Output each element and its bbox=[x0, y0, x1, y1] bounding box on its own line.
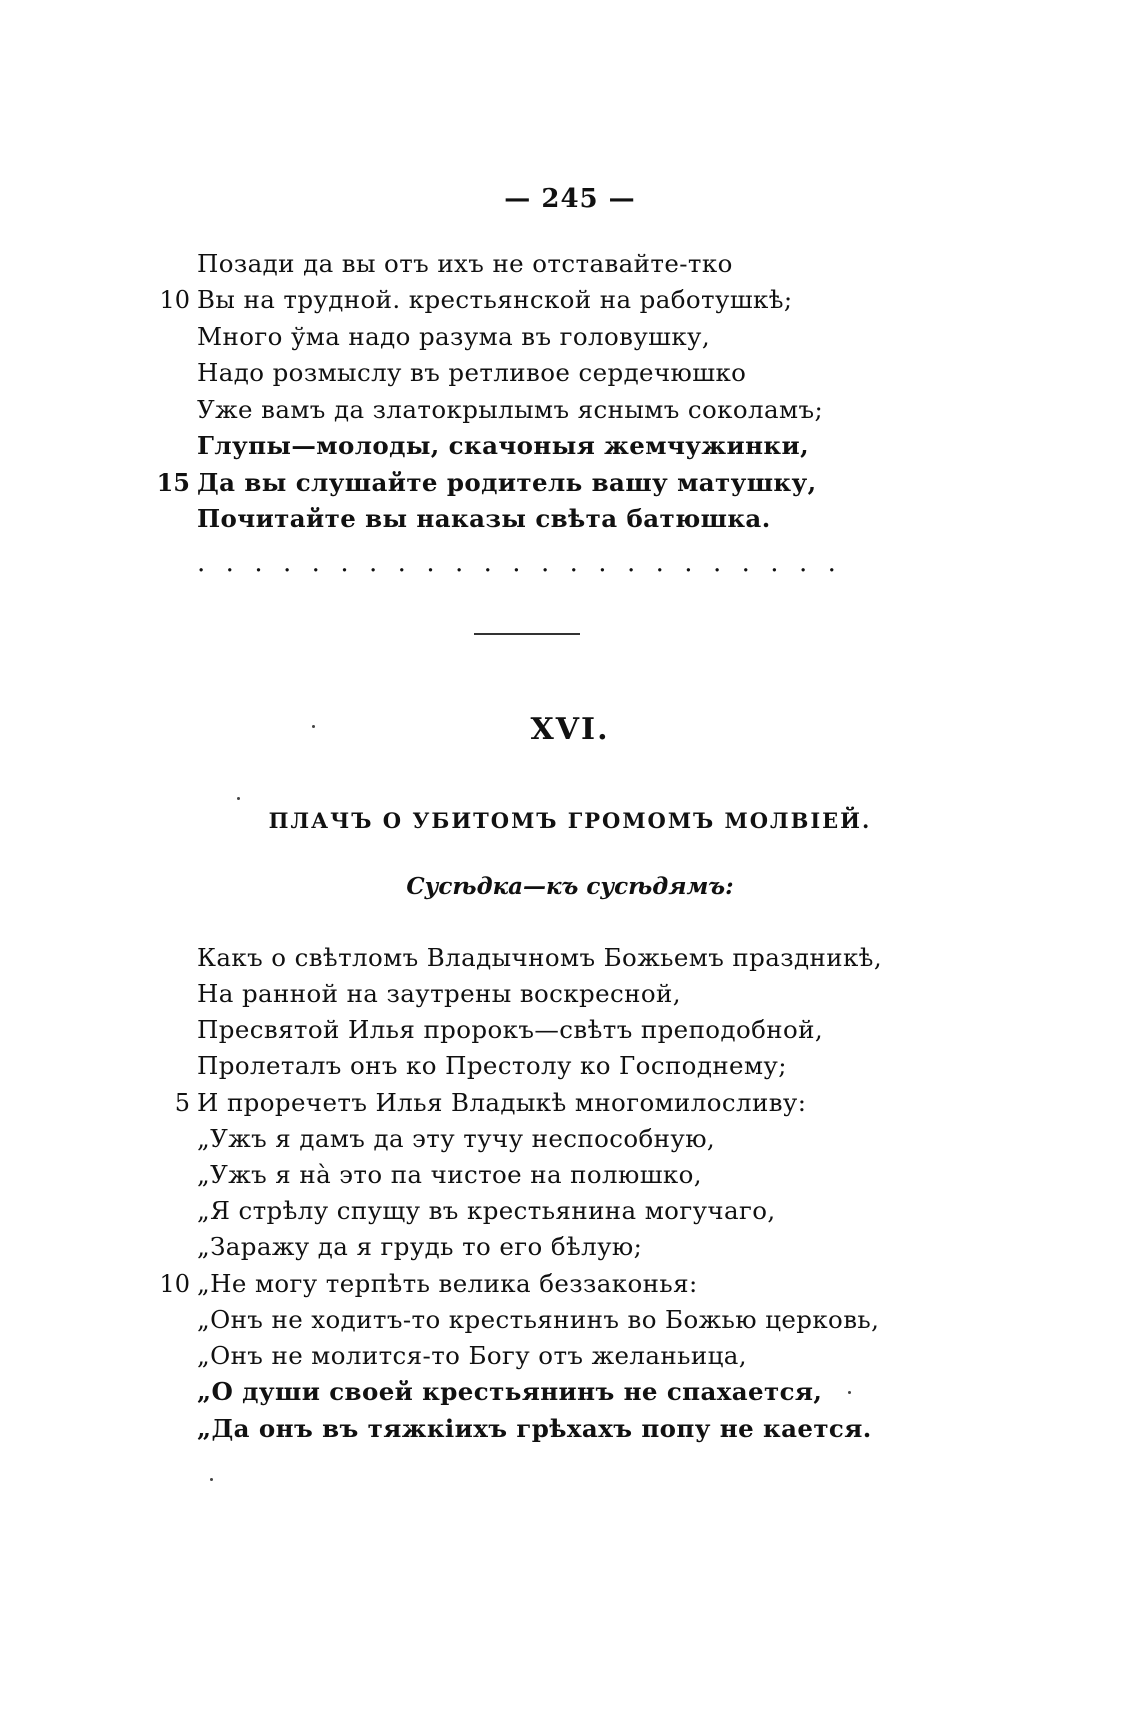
verse-line bbox=[0, 499, 1140, 539]
verse-text: На ранной на заутрены воскресной, bbox=[197, 979, 681, 1008]
verse-line bbox=[0, 1372, 1140, 1412]
section-title: ПЛАЧЪ О УБИТОМЪ ГРОМОМЪ МОЛВІЕЙ. bbox=[268, 808, 872, 833]
verse-line bbox=[0, 1083, 1140, 1123]
verse-text: „Да онъ въ тяжкіихъ грѣхахъ попу не кается. bbox=[197, 1414, 872, 1443]
verse-line bbox=[0, 1119, 1140, 1159]
verse-text: „Не могу терпѣть велика беззаконья: bbox=[197, 1269, 698, 1298]
verse-text: Уже вамъ да златокрылымъ яснымъ соколамъ; bbox=[197, 395, 824, 424]
verse-text: „Онъ не ходитъ-то крестьянинъ во Божью церковь, bbox=[197, 1305, 880, 1334]
verse-text: Почитайте вы наказы свѣта батюшка. bbox=[197, 504, 771, 533]
verse-text: Да вы слушайте родитель вашу матушку, bbox=[197, 468, 817, 497]
verse-text: И проречетъ Илья Владыкѣ многомилосливу: bbox=[197, 1088, 807, 1117]
verse-line bbox=[0, 390, 1140, 430]
verse-line bbox=[0, 1409, 1140, 1449]
line-number: 5 bbox=[174, 1089, 190, 1117]
verse-line bbox=[0, 426, 1140, 466]
verse-text: Много ўма надо разума въ головушку, bbox=[197, 322, 711, 351]
print-speck bbox=[237, 797, 240, 800]
verse-text: „Я стрѣлу спущу въ крестьянина могучаго, bbox=[197, 1196, 776, 1225]
page-number: — 245 — bbox=[504, 184, 636, 214]
verse-text: „Заражу да я грудь то его бѣлую; bbox=[197, 1232, 643, 1261]
verse-line bbox=[0, 1046, 1140, 1086]
verse-text: Надо розмыслу въ ретливое сердечюшко bbox=[197, 358, 747, 387]
verse-line bbox=[0, 1155, 1140, 1195]
verse-line bbox=[0, 1010, 1140, 1050]
section-numeral: XVI. bbox=[530, 712, 610, 747]
verse-text: „Ужъ я дамъ да эту тучу неспособную, bbox=[197, 1124, 716, 1153]
verse-text: Глупы—молоды, скачоныя жемчужинки, bbox=[197, 431, 809, 460]
ellipsis-row: ....................... bbox=[197, 548, 857, 578]
verse-line bbox=[0, 938, 1140, 978]
verse-text: „О души своей крестьянинъ не спахается, bbox=[197, 1377, 823, 1406]
print-speck bbox=[210, 1478, 213, 1481]
verse-text: „Онъ не молится-то Богу отъ желаньица, bbox=[197, 1341, 747, 1370]
verse-text: Вы на трудной. крестьянской на работушкѣ; bbox=[197, 285, 793, 314]
verse-line bbox=[0, 280, 1140, 320]
verse-line bbox=[0, 1336, 1140, 1376]
speaker-label: Сусѣдка—къ сусѣдямъ: bbox=[406, 873, 734, 900]
verse-text: „Ужъ я на̀ это па чистое на полюшко, bbox=[197, 1160, 702, 1189]
verse-text: Пресвятой Илья пророкъ—свѣтъ преподобной, bbox=[197, 1015, 824, 1044]
verse-line bbox=[0, 974, 1140, 1014]
verse-line bbox=[0, 244, 1140, 284]
verse-line bbox=[0, 353, 1140, 393]
verse-line bbox=[0, 1227, 1140, 1267]
section-divider bbox=[474, 633, 580, 635]
verse-text: Пролеталъ онъ ко Престолу ко Господнему; bbox=[197, 1051, 787, 1080]
verse-line bbox=[0, 463, 1140, 503]
verse-line bbox=[0, 1300, 1140, 1340]
verse-text: Позади да вы отъ ихъ не отставайте-тко bbox=[197, 249, 733, 278]
verse-text: Какъ о свѣтломъ Владычномъ Божьемъ праздникѣ, bbox=[197, 943, 883, 972]
line-number: 15 bbox=[156, 468, 190, 497]
line-number: 10 bbox=[159, 1270, 190, 1298]
verse-line bbox=[0, 1191, 1140, 1231]
verse-line bbox=[0, 1264, 1140, 1304]
line-number: 10 bbox=[159, 286, 190, 314]
verse-line bbox=[0, 317, 1140, 357]
